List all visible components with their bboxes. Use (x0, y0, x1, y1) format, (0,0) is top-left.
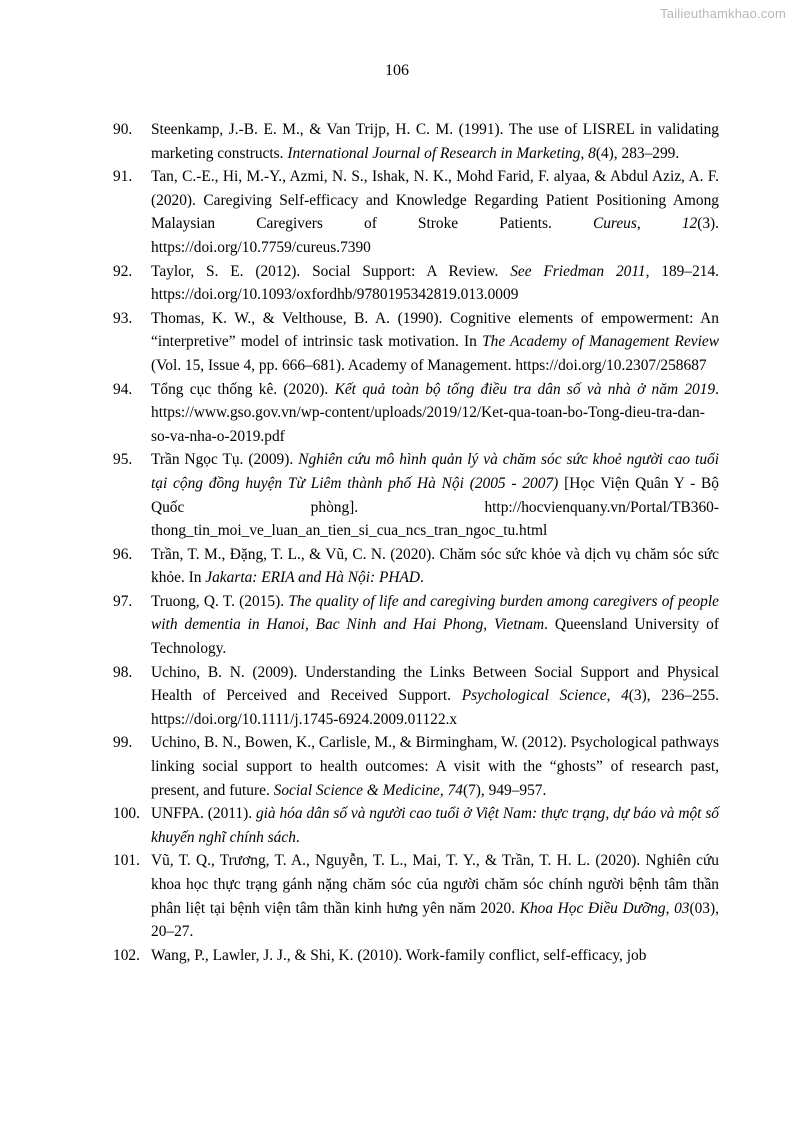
reference-text (151, 944, 719, 968)
reference-item (113, 802, 719, 849)
reference-segment: Taylor, S. E. (2012). Social Support: A Review. (151, 262, 511, 280)
reference-number: 90. (113, 121, 133, 138)
page-number: 106 (385, 62, 409, 79)
reference-number: 100. (113, 805, 140, 823)
reference-item (113, 731, 719, 802)
reference-text (151, 802, 719, 849)
reference-text (151, 378, 719, 449)
reference-italic-segment: 74 (447, 781, 463, 799)
reference-item (113, 260, 719, 307)
reference-segment: Vũ, T. Q., Trương, T. A., Nguyễn, T. L., Mai, T. Y., & Trần, T. H. L. (2020). Nghiên cứu khoa học thực trạng gánh nặng chăm sóc của người chăm sóc chính người bệnh tâm thần phân liệt tại bệnh viện tâm thần kinh hưng yên năm 2020. (151, 852, 719, 917)
reference-text (151, 661, 719, 732)
reference-segment: Uchino, B. N. (2009). Understanding the Links Between Social Support and Physical Health of Perceived and Received Support. (151, 663, 719, 705)
reference-item (113, 661, 719, 732)
reference-number: 97. (113, 592, 133, 610)
reference-item (113, 543, 719, 590)
reference-segment: (3), 236–255. https://doi.org/10.1111/j.1745-6924.2009.01122.x (151, 687, 719, 728)
reference-italic-segment: Social Science & Medicine (273, 781, 440, 799)
reference-segment: Trần Ngọc Tụ. (2009). (151, 451, 299, 469)
reference-list (113, 118, 719, 967)
reference-number: 93. (113, 309, 133, 327)
reference-segment: (Vol. 15, Issue 4, pp. 666–681). Academy of Management. https://doi.org/10.2307/258687 (151, 356, 707, 374)
watermark-text: Tailieuthamkhao.com (660, 6, 786, 21)
reference-italic-segment: Psychological Science (461, 687, 607, 705)
reference-segment: Steenkamp, J.-B. E. M., & Van Trijp, H. C. M. (1991). The use of LISREL in validating marketing constructs. (151, 121, 719, 162)
reference-segment: (03), 20–27. (151, 899, 719, 941)
reference-segment: Uchino, B. N., Bowen, K., Carlisle, M., & Birmingham, W. (2012). Psychological pathways linking social support to health outcomes: A visit with the “ghosts” of research past, present, and future. (151, 734, 719, 799)
reference-italic-segment: See Friedman 2011 (510, 262, 646, 280)
reference-number: 99. (113, 734, 133, 752)
reference-text (151, 118, 719, 165)
reference-italic-segment: 12 (681, 215, 698, 233)
reference-segment: . (295, 828, 300, 846)
reference-text (151, 849, 719, 943)
reference-segment: Trần, T. M., Đặng, T. L., & Vũ, C. N. (2020). Chăm sóc sức khỏe và dịch vụ chăm sóc sức khỏe. In (151, 545, 719, 587)
reference-text (151, 260, 719, 307)
reference-italic-segment: 8 (588, 144, 596, 162)
reference-segment: , (665, 899, 675, 917)
reference-number: 96. (113, 545, 133, 563)
reference-item (113, 118, 719, 165)
reference-item (113, 307, 719, 378)
reference-segment: (4), 283–299. (595, 144, 680, 162)
reference-item (113, 448, 719, 542)
reference-number: 101. (113, 852, 140, 870)
reference-italic-segment: Cureus (592, 215, 637, 233)
reference-number: 95. (113, 451, 133, 469)
reference-number: 94. (113, 380, 133, 398)
reference-segment: , (439, 781, 448, 799)
reference-item (113, 378, 719, 449)
reference-text (151, 731, 719, 802)
reference-text (151, 165, 719, 259)
reference-text (151, 590, 719, 661)
reference-number: 91. (113, 168, 133, 186)
reference-segment: . https://www.gso.gov.vn/wp-content/uploads/2019/12/Ket-qua-toan-bo-Tong-dieu-tra-dan-so-va-nha-o-2019.pdf (151, 380, 719, 445)
reference-segment: (3). https://doi.org/10.7759/cureus.7390 (151, 215, 719, 256)
reference-segment: , 189–214. https://doi.org/10.1093/oxfordhb/9780195342819.013.0009 (151, 262, 719, 304)
reference-segment: Tan, C.-E., Hi, M.-Y., Azmi, N. S., Ishak, N. K., Mohd Farid, F. alyaa, & Abdul Aziz, A. F. (2020). Caregiving Self-efficacy and Knowledge Regarding Patient Positioning Among Malaysian Caregivers of Stroke Patients. (151, 168, 719, 233)
reference-italic-segment: Nghiên cứu mô hình quản lý và chăm sóc sức khoẻ người cao tuổi tại cộng đồng huyện Từ Liêm thành phố Hà Nội (2005 - 2007) (151, 451, 719, 492)
reference-number: 92. (113, 262, 133, 280)
reference-segment: Truong, Q. T. (2015). (151, 592, 289, 610)
reference-italic-segment: 03 (674, 899, 690, 917)
reference-text (151, 307, 719, 378)
reference-item (113, 849, 719, 943)
reference-number: 102. (113, 946, 140, 964)
reference-item (113, 590, 719, 661)
reference-segment: . (420, 569, 424, 587)
reference-segment: . Queensland University of Technology. (151, 616, 720, 658)
reference-item (113, 165, 719, 259)
reference-segment: (7), 949–957. (462, 781, 547, 799)
reference-italic-segment: The quality of life and caregiving burden among caregivers of people with dementia in Hanoi, Bac Ninh and Hai Phong, Vietnam (151, 592, 719, 634)
reference-segment: , (580, 144, 589, 162)
reference-segment: Wang, P., Lawler, J. J., & Shi, K. (2010). Work-family conflict, self-efficacy, job (151, 946, 647, 964)
reference-italic-segment: già hóa dân số và người cao tuổi ở Việt Nam: thực trạng, dự báo và một số khuyến nghĩ chính sách (151, 805, 719, 846)
reference-italic-segment: The Academy of Management Review (482, 333, 719, 351)
reference-number: 98. (113, 663, 133, 681)
reference-segment: UNFPA. (2011). (151, 805, 256, 823)
reference-italic-segment: 4 (621, 687, 629, 705)
reference-text (151, 448, 719, 542)
reference-text (151, 543, 719, 590)
reference-segment: [Học Viện Quân Y - Bộ Quốc phòng]. http://hocvienquany.vn/Portal/TB360-thong_tin_moi_ve_luan_an_tien_si_cua_ncs_tran_ngoc_tu.html (151, 474, 719, 540)
reference-segment: Thomas, K. W., & Velthouse, B. A. (1990). Cognitive elements of empowerment: An “interpretive” model of intrinsic task motivation. In (151, 309, 719, 351)
reference-italic-segment: International Journal of Research in Marketing (287, 144, 581, 162)
reference-italic-segment: Jakarta: ERIA and Hà Nội: PHAD (205, 569, 420, 587)
reference-item (113, 944, 719, 968)
reference-segment: Tổng cục thống kê. (2020). (151, 380, 335, 398)
reference-italic-segment: Khoa Học Điều Dưỡng (519, 899, 666, 917)
reference-segment: , (636, 215, 682, 233)
reference-italic-segment: Kết quả toàn bộ tổng điều tra dân số và nhà ở năm 2019 (334, 380, 716, 398)
reference-segment: , (606, 687, 622, 705)
